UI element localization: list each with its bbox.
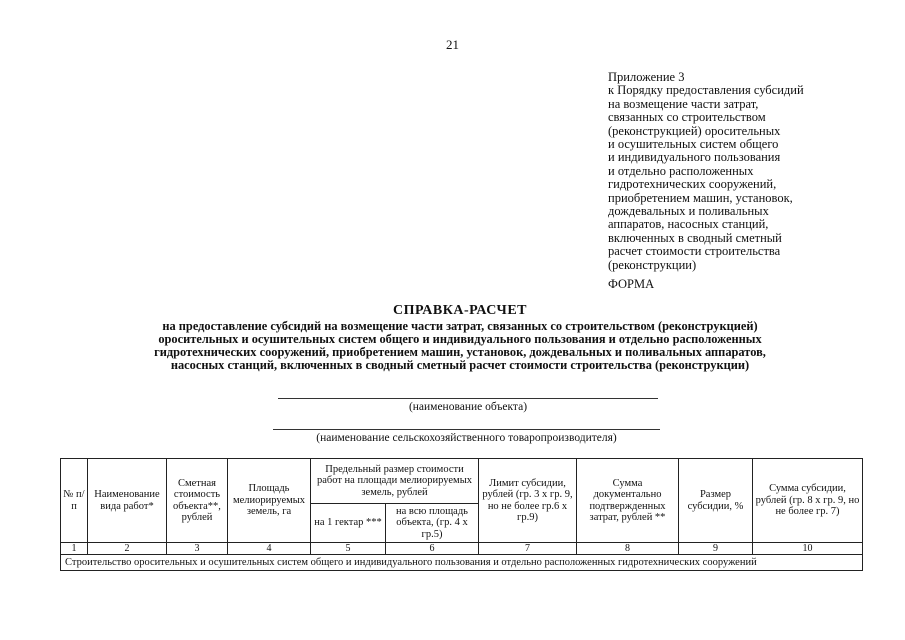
column-number: 2 [88,543,167,555]
appendix-line: и отдельно расположенных [608,163,754,178]
title-line: гидротехнических сооружений, приобретением машин, установок, дождевальных и поливальных аппаратов, [154,345,766,359]
section-title: Строительство оросительных и осушительных систем общего и индивидуального пользования и отдельно расположенных гидротехнических сооружений [61,555,863,571]
header-work-type: Наименование вида работ* [88,459,167,543]
appendix-line: и осушительных систем общего [608,137,779,152]
column-number: 7 [479,543,577,555]
column-number: 5 [311,543,386,555]
header-max-cost: Предельный размер стоимости работ на площади мелиорируемых земель, рублей [311,459,479,504]
header-subsidy-sum: Сумма субсидии, рублей (гр. 8 х гр. 9, но не более гр. 7) [753,459,863,543]
appendix-line: связанных со строительством [608,110,766,125]
appendix-line: включенных в сводный сметный [608,230,782,245]
header-limit: Лимит субсидии, рублей (гр. 3 х гр. 9, но не более гр.6 х гр.9) [479,459,577,543]
appendix-line: расчет стоимости строительства [608,244,781,259]
appendix-line: приобретением машин, установок, [608,190,793,205]
header-estimated-cost: Сметная стоимость объекта**, рублей [167,459,228,543]
appendix-line: гидротехнических сооружений, [608,177,777,192]
header-rate: Размер субсидии, % [679,459,753,543]
appendix-line: к Порядку предоставления субсидий [608,83,804,98]
column-number: 4 [228,543,311,555]
table-section-row [61,555,863,571]
table-header-row [61,459,863,504]
appendix-line: аппаратов, насосных станций, [608,217,769,232]
appendix-line: и индивидуального пользования [608,150,781,165]
column-number: 1 [61,543,88,555]
column-number: 6 [386,543,479,555]
title-main: СПРАВКА-РАСЧЕТ [392,303,528,318]
column-number: 10 [753,543,863,555]
header-per-hectare: на 1 гектар *** [311,504,386,543]
form-label: ФОРМА [608,277,655,291]
column-number-row [61,543,863,555]
header-documented: Сумма документально подтвержденных затрат, рублей ** [577,459,679,543]
producer-name-field[interactable] [273,429,660,430]
object-name-caption: (наименование объекта) [408,401,528,413]
column-number: 3 [167,543,228,555]
title-line: на предоставление субсидий на возмещение части затрат, связанных со строительством (реконструкцией) [162,319,758,333]
header-num: № п/п [61,459,88,543]
appendix-line: (реконструкции) [608,257,697,272]
page-number: 21 [446,37,459,52]
appendix-line: дождевальных и поливальных [608,204,769,219]
producer-name-caption: (наименование сельскохозяйственного товаропроизводителя) [316,432,617,444]
appendix-line: Приложение 3 [608,70,685,84]
header-total-area: на всю площадь объекта, (гр. 4 х гр.5) [386,504,479,543]
column-number: 8 [577,543,679,555]
appendix-line: на возмещение части затрат, [608,96,759,111]
appendix-line: (реконструкцией) оросительных [608,123,781,138]
object-name-field[interactable] [278,398,658,399]
column-number: 9 [679,543,753,555]
appendix-note [608,71,868,272]
header-area: Площадь мелиорируемых земель, га [228,459,311,543]
calculation-table [60,458,863,571]
title-line: насосных станций, включенных в сводный сметный расчет стоимости строительства (реконструкции) [170,358,750,372]
title-line: оросительных и осушительных систем общего и индивидуального пользования и отдельно расположенных [158,332,762,346]
document-title [60,303,860,372]
